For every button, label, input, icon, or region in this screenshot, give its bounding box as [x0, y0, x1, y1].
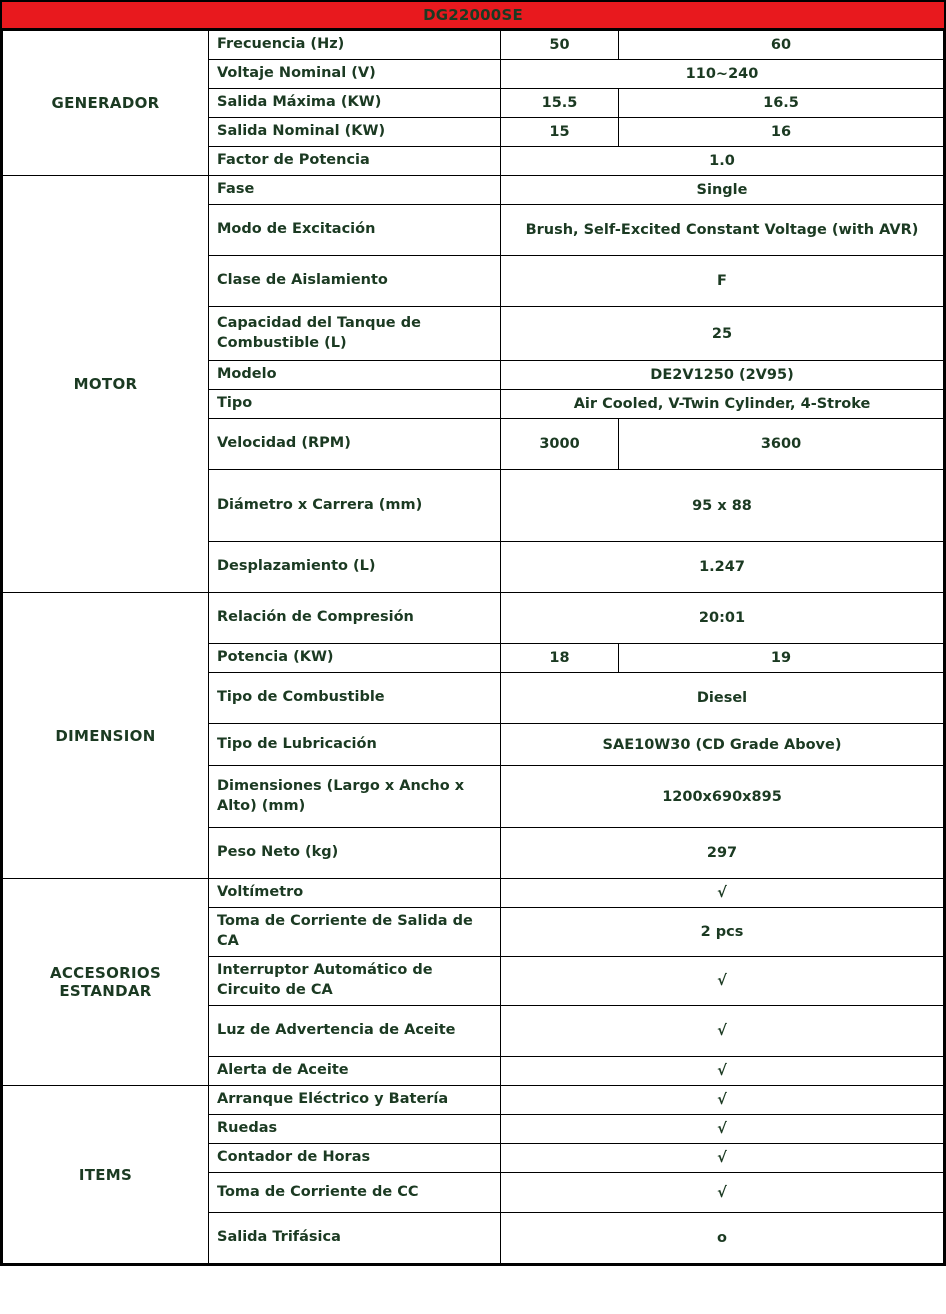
table-row: [3, 879, 944, 908]
spec-value: 1.247: [501, 542, 944, 593]
spec-label: Tipo: [209, 390, 501, 419]
spec-label: Diámetro x Carrera (mm): [209, 470, 501, 542]
spec-label: Clase de Aislamiento: [209, 256, 501, 307]
spec-value-50hz: 18: [501, 644, 619, 673]
spec-value-50hz: 50: [501, 31, 619, 60]
spec-value: DE2V1250 (2V95): [501, 361, 944, 390]
spec-value-50hz: 15.5: [501, 89, 619, 118]
spec-value: o: [501, 1213, 944, 1264]
spec-label: Modo de Excitación: [209, 205, 501, 256]
spec-label: Peso Neto (kg): [209, 828, 501, 879]
spec-value: F: [501, 256, 944, 307]
spec-value: 95 x 88: [501, 470, 944, 542]
spec-label: Frecuencia (Hz): [209, 31, 501, 60]
spec-label: Salida Nominal (KW): [209, 118, 501, 147]
spec-label: Salida Máxima (KW): [209, 89, 501, 118]
table-row: [3, 593, 944, 644]
spec-label: Tipo de Combustible: [209, 673, 501, 724]
spec-label: Modelo: [209, 361, 501, 390]
spec-value-60hz: 16: [619, 118, 944, 147]
spec-label: Alerta de Aceite: [209, 1057, 501, 1086]
spec-label: Contador de Horas: [209, 1144, 501, 1173]
group-label: ACCESORIOS ESTANDAR: [3, 879, 209, 1086]
spec-label: Dimensiones (Largo x Ancho x Alto) (mm): [209, 766, 501, 828]
spec-label: Factor de Potencia: [209, 147, 501, 176]
spec-value-60hz: 60: [619, 31, 944, 60]
spec-value: 1200x690x895: [501, 766, 944, 828]
spec-label: Velocidad (RPM): [209, 419, 501, 470]
spec-label: Desplazamiento (L): [209, 542, 501, 593]
group-label: DIMENSION: [3, 593, 209, 879]
spec-value: √: [501, 957, 944, 1006]
spec-value: Brush, Self-Excited Constant Voltage (with AVR): [501, 205, 944, 256]
spec-label: Luz de Advertencia de Aceite: [209, 1006, 501, 1057]
spec-value: 297: [501, 828, 944, 879]
spec-value: 25: [501, 307, 944, 361]
spec-value-50hz: 15: [501, 118, 619, 147]
spec-label: Relación de Compresión: [209, 593, 501, 644]
spec-label: Voltaje Nominal (V): [209, 60, 501, 89]
spec-value: 1.0: [501, 147, 944, 176]
spec-label: Salida Trifásica: [209, 1213, 501, 1264]
spec-table-body: [3, 31, 944, 1264]
spec-label: Ruedas: [209, 1115, 501, 1144]
spec-label: Arranque Eléctrico y Batería: [209, 1086, 501, 1115]
spec-label: Tipo de Lubricación: [209, 724, 501, 766]
spec-label: Capacidad del Tanque de Combustible (L): [209, 307, 501, 361]
product-title: DG22000SE: [2, 2, 944, 30]
spec-value: Single: [501, 176, 944, 205]
spec-value: √: [501, 1115, 944, 1144]
spec-label: Voltímetro: [209, 879, 501, 908]
spec-value-60hz: 16.5: [619, 89, 944, 118]
spec-value: Diesel: [501, 673, 944, 724]
spec-value: 20:01: [501, 593, 944, 644]
spec-value: √: [501, 1173, 944, 1213]
spec-value: √: [501, 879, 944, 908]
spec-value: Air Cooled, V-Twin Cylinder, 4-Stroke: [501, 390, 944, 419]
spec-label: Toma de Corriente de CC: [209, 1173, 501, 1213]
group-label: MOTOR: [3, 176, 209, 593]
spec-value-60hz: 19: [619, 644, 944, 673]
group-label: ITEMS: [3, 1086, 209, 1264]
spec-label: Toma de Corriente de Salida de CA: [209, 908, 501, 957]
table-row: [3, 176, 944, 205]
spec-value-50hz: 3000: [501, 419, 619, 470]
spec-label: Interruptor Automático de Circuito de CA: [209, 957, 501, 1006]
spec-value: 110~240: [501, 60, 944, 89]
spec-value: 2 pcs: [501, 908, 944, 957]
spec-value: √: [501, 1057, 944, 1086]
spec-table: [2, 30, 944, 1264]
spec-label: Fase: [209, 176, 501, 205]
spec-value-60hz: 3600: [619, 419, 944, 470]
spec-label: Potencia (KW): [209, 644, 501, 673]
spec-value: SAE10W30 (CD Grade Above): [501, 724, 944, 766]
table-row: [3, 31, 944, 60]
spec-value: √: [501, 1144, 944, 1173]
group-label: GENERADOR: [3, 31, 209, 176]
table-row: [3, 1086, 944, 1115]
spec-value: √: [501, 1006, 944, 1057]
spec-value: √: [501, 1086, 944, 1115]
